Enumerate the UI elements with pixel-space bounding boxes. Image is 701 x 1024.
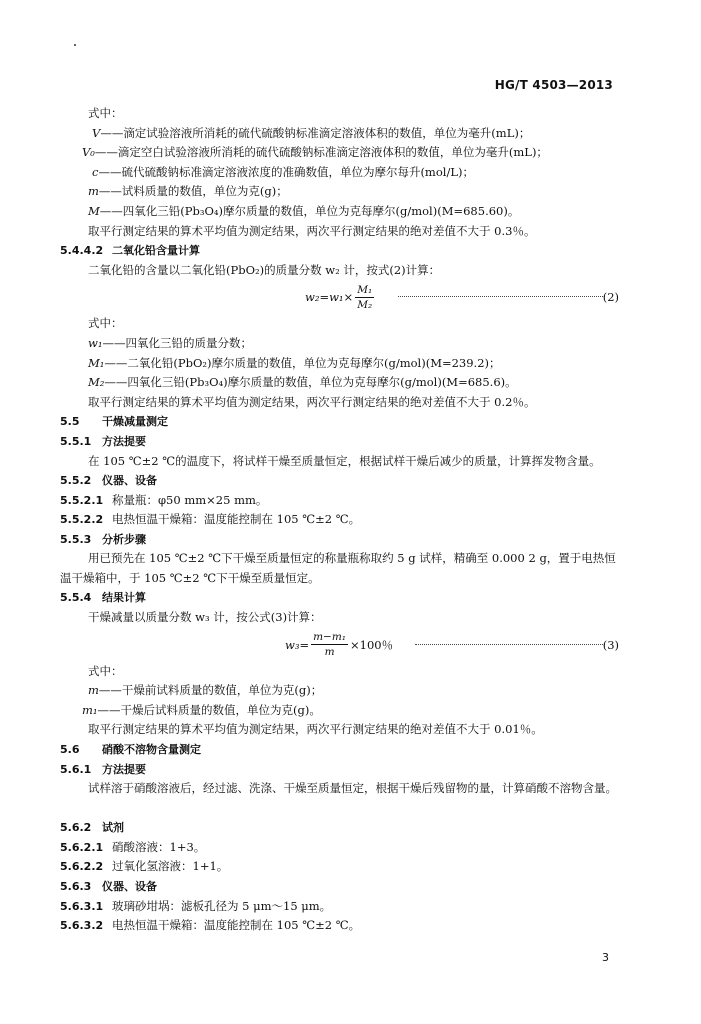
- item-text: 电热恒温干燥箱：温度能控制在 105 ℃±2 ℃。: [112, 918, 361, 933]
- definition-text: ——滴定空白试验溶液所消耗的硫代硫酸钠标准滴定溶液体积的数值，单位为毫升(mL)；: [94, 145, 548, 160]
- section-number: 5.6.3: [60, 880, 92, 893]
- symbol-definition: [0, 124, 701, 144]
- equation-number: (2): [602, 290, 619, 305]
- symbol-definition: [0, 701, 701, 721]
- section-heading: [0, 897, 701, 917]
- paragraph: 试样溶于硝酸溶液后，经过滤、洗涤、干燥至质量恒定，根据干燥后残留物的量，计算硝酸不溶物含量。: [88, 781, 617, 796]
- paragraph: 干燥减量以质量分数 w₃ 计，按公式(3)计算：: [88, 610, 322, 625]
- symbol-definition: [0, 202, 701, 222]
- dot-leader: [415, 644, 605, 645]
- section-heading: [0, 432, 701, 452]
- section-heading: [0, 760, 701, 780]
- formula-rhs: ×100％: [350, 637, 394, 652]
- symbol-definition: [0, 681, 701, 701]
- section-heading: [0, 471, 701, 491]
- definition-text: ——试料质量的数值，单位为克(g)；: [98, 184, 288, 199]
- definition-text: ——二氧化铅(PbO₂)摩尔质量的数值，单位为克每摩尔(g/mol)(M=239.2)；: [104, 355, 501, 370]
- symbol: V₀: [82, 145, 95, 160]
- section-number: 5.6.1: [60, 762, 92, 776]
- symbol-definition: [0, 143, 701, 163]
- fraction-numerator: M₁: [357, 283, 373, 296]
- section-number: 5.5.3: [60, 532, 92, 546]
- symbol: m: [88, 683, 99, 698]
- section-number: 5.4.4.2: [60, 244, 104, 258]
- fraction-denominator: M₂: [357, 298, 373, 311]
- fraction-numerator: m−m₁: [313, 631, 347, 644]
- symbol: w₁: [88, 335, 103, 350]
- paragraph: 二氧化铅的含量以二氧化铅(PbO₂)的质量分数 w₂ 计，按式(2)计算：: [88, 262, 441, 277]
- section-number: 5.6.2.1: [60, 840, 104, 854]
- fraction-denominator: m: [324, 646, 335, 659]
- section-heading: [0, 857, 701, 877]
- definition-text: ——四氧化三铅的质量分数；: [102, 335, 252, 350]
- result-note: 取平行测定结果的算术平均值为测定结果，两次平行测定结果的绝对差值不大于 0.01％。: [88, 722, 543, 737]
- formula-3: [0, 628, 701, 662]
- definition-text: ——四氧化三铅(Pb₃O₄)摩尔质量的数值，单位为克每摩尔(g/mol)(M=685.60)。: [99, 203, 520, 218]
- section-number: 5.5.1: [60, 434, 92, 448]
- where-label: 式中：: [88, 663, 123, 678]
- section-title: 仪器、设备: [102, 474, 157, 488]
- fraction: [355, 283, 374, 312]
- symbol-definition: [0, 354, 701, 374]
- section-heading: [0, 510, 701, 530]
- symbol-definition: [0, 182, 701, 202]
- section-heading: [0, 412, 701, 432]
- formula-lhs: w₃=: [285, 637, 310, 652]
- dot-leader: [398, 296, 605, 297]
- section-number: 5.6.3.2: [60, 919, 104, 933]
- symbol: V: [92, 125, 101, 140]
- standard-code: HG/T 4503—2013: [494, 78, 613, 92]
- fraction: [311, 630, 348, 659]
- symbol: M: [88, 203, 100, 218]
- definition-text: ——硫代硫酸钠标准滴定溶液浓度的准确数值，单位为摩尔每升(mol/L)；: [98, 164, 474, 179]
- equation-number: (3): [602, 637, 619, 652]
- symbol-definition: [0, 373, 701, 393]
- item-text: 过氧化氢溶液：1+1。: [112, 859, 229, 874]
- section-heading: [0, 491, 701, 511]
- section-title: 分析步骤: [102, 532, 146, 546]
- section-number: 5.6: [60, 743, 80, 757]
- symbol: c: [92, 164, 99, 179]
- section-title: 方法提要: [102, 434, 146, 448]
- symbol: m₁: [82, 702, 98, 717]
- section-number: 5.5.2.1: [60, 493, 104, 507]
- section-heading: [0, 740, 701, 760]
- page-number: 3: [602, 951, 609, 964]
- where-label: 式中：: [88, 106, 123, 120]
- item-text: 称量瓶：φ50 mm×25 mm。: [112, 492, 268, 507]
- document-body: [0, 104, 701, 936]
- paragraph: 在 105 ℃±2 ℃的温度下，将试样干燥至质量恒定，根据试样干燥后减少的质量，计算挥发物含量。: [88, 453, 601, 468]
- where-label: 式中：: [88, 316, 123, 331]
- definition-text: ——四氧化三铅(Pb₃O₄)摩尔质量的数值，单位为克每摩尔(g/mol)(M=685.6)。: [104, 375, 517, 390]
- item-text: 玻璃砂坩埚：滤板孔径为 5 μm～15 μm。: [112, 898, 332, 913]
- section-number: 5.5.2: [60, 474, 92, 488]
- symbol: M₂: [88, 375, 105, 390]
- section-number: 5.5.4: [60, 591, 92, 605]
- section-heading: [0, 877, 701, 897]
- paragraph: 用已预先在 105 ℃±2 ℃下干燥至质量恒定的称量瓶称取约 5 g 试样，精确至 0.000 2 g，置于电热恒温干燥箱中，于 105 ℃±2 ℃下干燥至质量恒定。: [60, 551, 616, 586]
- section-number: 5.6.2: [60, 821, 92, 835]
- item-text: 硝酸溶液：1+3。: [112, 839, 206, 854]
- section-title: 硝酸不溶物含量测定: [102, 743, 201, 757]
- section-number: 5.6.2.2: [60, 860, 104, 874]
- symbol-definition: [0, 163, 701, 183]
- definition-text: ——干燥前试料质量的数值，单位为克(g)；: [98, 683, 323, 698]
- definition-text: ——滴定试验溶液所消耗的硫代硫酸钠标准滴定溶液体积的数值，单位为毫升(mL)；: [100, 125, 531, 140]
- symbol-definition: [0, 334, 701, 354]
- section-heading: [0, 838, 701, 858]
- section-heading: [0, 241, 701, 261]
- formula-expression: [285, 628, 393, 662]
- formula-expression: [305, 280, 376, 314]
- section-title: 二氧化铅含量计算: [112, 244, 200, 258]
- section-heading: [0, 916, 701, 936]
- section-title: 干燥减量测定: [102, 415, 168, 429]
- section-title: 结果计算: [102, 591, 146, 605]
- symbol: M₁: [88, 355, 105, 370]
- scan-speck: [74, 44, 76, 46]
- section-title: 仪器、设备: [102, 880, 157, 893]
- section-title: 方法提要: [102, 762, 146, 776]
- formula-lhs: w₂=w₁×: [305, 290, 354, 305]
- formula-2: [0, 280, 701, 314]
- definition-text: ——干燥后试料质量的数值，单位为克(g)。: [97, 702, 321, 717]
- section-title: 试剂: [102, 821, 124, 835]
- section-heading: [0, 818, 701, 838]
- result-note: 取平行测定结果的算术平均值为测定结果，两次平行测定结果的绝对差值不大于 0.2％。: [88, 394, 536, 409]
- section-heading: [0, 530, 701, 550]
- symbol: m: [88, 184, 99, 199]
- section-number: 5.5: [60, 415, 80, 429]
- section-number: 5.6.3.1: [60, 899, 104, 913]
- item-text: 电热恒温干燥箱：温度能控制在 105 ℃±2 ℃。: [112, 512, 361, 527]
- section-heading: [0, 588, 701, 608]
- section-number: 5.5.2.2: [60, 513, 104, 527]
- result-note: 取平行测定结果的算术平均值为测定结果，两次平行测定结果的绝对差值不大于 0.3％。: [88, 223, 536, 238]
